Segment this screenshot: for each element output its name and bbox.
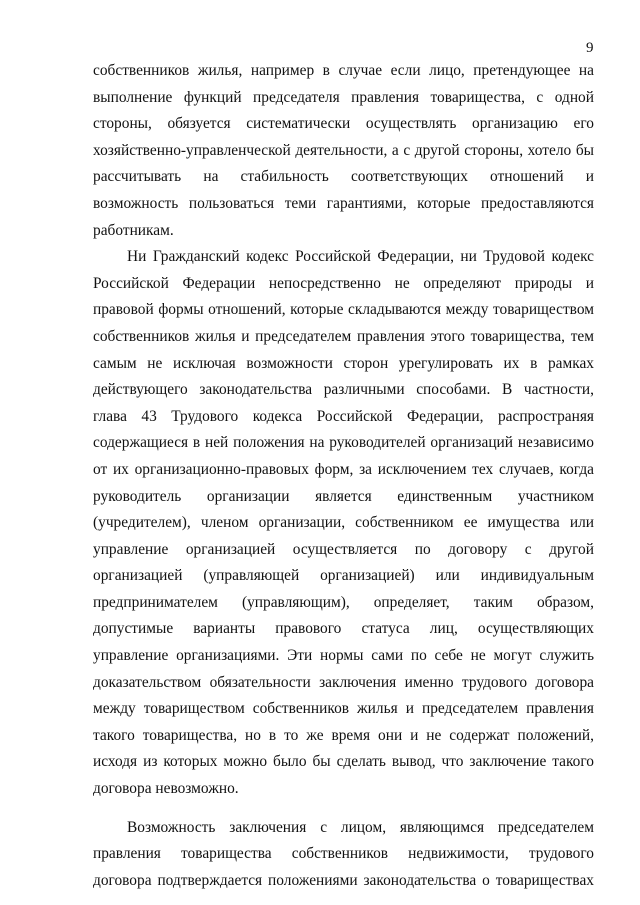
text-line: глава 43 Трудового кодекса Российской Федерации, распространяя — [93, 407, 594, 425]
text-line: руководитель организации является единственным участником — [93, 487, 594, 505]
paragraph-2 — [93, 244, 594, 802]
text-line: договора невозможно. — [93, 780, 239, 798]
text-line: между товариществом собственников жилья и председателем правления — [93, 700, 594, 718]
text-line: управление организацией осуществляется по договору с другой — [93, 540, 594, 558]
text-line: предпринимателем (управляющим), определяет, таким образом, — [93, 593, 594, 611]
text-line: Ни Гражданский кодекс Российской Федерации, ни Трудовой кодекс — [127, 248, 594, 266]
paragraph-1 — [93, 58, 594, 244]
text-line: правовой формы отношений, которые складываются между товариществом — [93, 301, 594, 319]
text-line: собственников жилья, например в случае если лицо, претендующее на — [93, 62, 594, 79]
page-number: 9 — [586, 40, 594, 56]
text-line: правления товарищества собственников недвижимости, трудового — [93, 845, 594, 863]
paragraph-gap — [93, 803, 594, 815]
text-line: Возможность заключения с лицом, являющимся председателем — [127, 818, 594, 836]
text-line: рассчитывать на стабильность соответствующих отношений и — [93, 168, 594, 186]
text-line: доказательством обязательности заключения именно трудового договора — [93, 673, 594, 691]
body-text — [93, 58, 594, 894]
text-line: исходя из которых можно было бы сделать вывод, что заключение такого — [93, 753, 594, 771]
text-line: самым не исключая возможности сторон урегулировать их в рамках — [93, 354, 594, 372]
text-line: работникам. — [93, 221, 174, 239]
paragraph-3 — [93, 815, 594, 895]
text-line: допустимые варианты правового статуса лиц, осуществляющих — [93, 620, 594, 638]
text-line: хозяйственно-управленческой деятельности, а с другой стороны, хотело бы — [93, 141, 594, 159]
text-line: возможность пользоваться теми гарантиями, которые предоставляются — [93, 194, 594, 212]
text-line: выполнение функций председателя правления товарищества, с одной — [93, 88, 594, 106]
text-line: от их организационно-правовых форм, за исключением тех случаев, когда — [93, 460, 594, 478]
text-line: содержащиеся в ней положения на руководителей организаций независимо — [93, 434, 594, 452]
text-line: стороны, обязуется систематически осуществлять организацию его — [93, 115, 594, 133]
text-line: (учредителем), членом организации, собственником ее имущества или — [93, 514, 594, 532]
text-line: управление организациями. Эти нормы сами по себе не могут служить — [93, 647, 594, 665]
text-line: такого товарищества, но в то же время они и не содержат положений, — [93, 726, 594, 744]
text-line: Российской Федерации непосредственно не определяют природы и — [93, 274, 594, 292]
text-line: организацией (управляющей организацией) или индивидуальным — [93, 567, 594, 585]
text-line: договора подтверждается положениями законодательства о товариществах — [93, 871, 594, 889]
text-line: действующего законодательства различными способами. В частности, — [93, 381, 594, 399]
text-line: собственников жилья и председателем правления этого товарищества, тем — [93, 327, 594, 345]
